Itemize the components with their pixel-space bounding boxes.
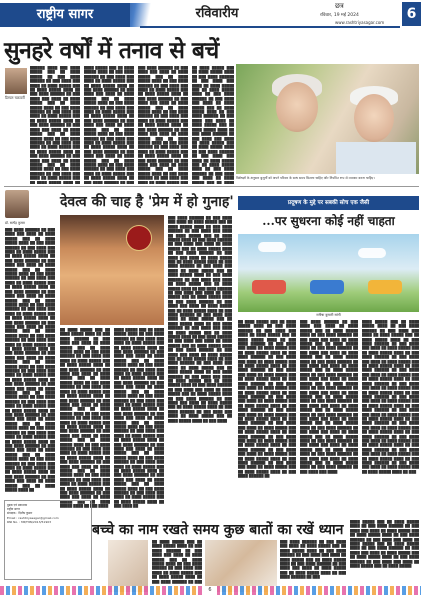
story4-body-col3: ████ █████ ███ ██ ████ █████ ████ ██ ███ ████ ██████ ██ ███ ████ ███ ████ ██ ████ █████ ███ ██ ████ █████ ████ ██ ███ ████ ██████ ██ ███ ████ ███ ████ ██ ████ █████ ███ ██ ████ █████ ████ ██ ███ ████ ██████ ██ ███ ████ ███ ████ ██ ████ █████ ███ ██ ████ █████ ████ ██ ███ ████ ██████ ██ ███ ████ ███ ████ ██ ████ █████ ███ ██ ████ █████ [350,520,419,569]
footer-page-number: 6 [203,586,217,595]
section-title: रविवारीय [195,6,239,21]
imprint-line[interactable]: Email : rashtriyasagar@gmail.com [7,515,59,520]
temple-statue-photo [60,215,164,325]
story1-caption: विशेषज्ञों के अनुसार बुजुर्गों को अपने परिवार के साथ समय बिताना चाहिए और नियमित रूप से व्यायाम करना चाहिए। [236,176,375,180]
story2-headline: देवत्व की चाह है 'प्रेम में हो गुनाह' [60,194,234,210]
story2-author-photo [5,190,29,218]
story1-body-col4: ██ ████ █████ ███ ██ ████ █████ ████ ██ ███ ████ ██████ ██ ███ ████ ███ ████ ██ ████ █████ ███ ██ ████ █████ ████ ██ ███ ████ ██████ ██ ███ ████ ███ ████ ██ ████ █████ ███ ██ ████ █████ ████ ██ ███ ████ ██████ ██ ███ ████ ███ ████ ██ ████ █████ ███ ██ ████ █████ ████ ██ ███ ████ ██████ ██ ███ ████ ███ ████ ██ ████ █████ ███ ██ ████ █████ ████ ██ ███ ████ ██████ ██ ███ ████ ███ ████ ██ ████ █████ ███ ██ ████ █████ ████ ██ ███ ████ ██████ ██ ███ ████ ███ ████ ██ ████ █████ ███ ██ ████ [192,66,234,184]
story2-body-col1: ███ ████ ██████ ██ ███ ████ ███ ████ ██ ████ █████ ███ ██ ████ █████ ████ ██ ███ ████ ██████ ██ ███ ████ ███ ████ ██ ████ █████ ███ ██ ████ █████ ████ ██ ███ ████ ██████ ██ ███ ████ ███ ████ ██ ████ █████ ███ ██ ████ █████ ████ ██ ███ ████ ██████ ██ ███ ████ ███ ████ ██ ████ █████ ███ ██ ████ █████ ████ ██ ███ ████ ██████ ██ ███ ████ ███ ████ ██ ████ █████ ███ ██ ████ █████ ████ ██ ███ ████ ██████ ██ ███ ████ ███ ████ ██ ████ █████ ███ ██ ████ █████ ████ ██ ███ ████ ██████ ██ ███ ████ ███ ████ ██ ████ █████ ███ ██ ████ █████ ████ ██ ███ ████ ██████ ██ ███ ████ ███ ████ ██ ████ █████ ███ ██ ████ █████ ████ ██ ███ ████ ██████ ██ ███ ████ ███ ████ ██ ████ █████ ███ ██ ████ █████ ████ ██ ███ ████ ██████ ██ ███ ████ ███ ████ ██ ████ █████ ███ ██ ████ █████ ████ ██ ███ ████ ██████ ██ ███ ████ ███ ████ ██ ████ █████ ███ ██ ████ █████ ████ ██ ███ ████ ██████ ██ ███ ████ ███ ████ ██ ████ █████ ███ ██ ████ █████ ████ ██ ███ ████ ██████ ██ ███ ████ ███ ████ ██ ████ █████ ███ ██ ████ █████ ████ ██ ███ ████ ██████ ██ ███ ████ ███ ████ ██ ████ █████ ███ ██ ████ █████ ████ ██ ███ ████ ██████ ██ ███ ████ ███ ████ ██ ████ █████ ███ ██ ████ █████ ████ ██ ███ ████ ██████ ██ ███ ████ ███ ████ ██ ████ █████ ███ ██ ████ █████ ████ ██ ███ ████ ██████ ██ ███ ████ ███ ████ ██ ████ █████ ███ ██ ████ █████ ████ ██ [5,228,55,492]
author-photo [5,68,27,94]
family-photo [108,540,148,592]
story3-headline: ...पर सुधरना कोई नहीं चाहता [262,214,395,228]
story4-body-col1: ██ ████ █████ ███ ██ ████ █████ ████ ██ ███ ████ ██████ ██ ███ ████ ███ ████ ██ ████ █████ ███ ██ ████ █████ ████ ██ ███ ████ ██████ ██ ███ ████ ███ ████ ██ ████ █████ ███ ██ ████ █████ ████ ██ ███ ████ ██████ ██ ███ [152,540,202,584]
story3-body-col2: ███ ████ ██████ ██ ███ ████ ███ ████ ██ ████ █████ ███ ██ ████ █████ ████ ██ ███ ████ ██████ ██ ███ ████ ███ ████ ██ ████ █████ ███ ██ ████ █████ ████ ██ ███ ████ ██████ ██ ███ ████ ███ ████ ██ ████ █████ ███ ██ ████ █████ ████ ██ ███ ████ ██████ ██ ███ ████ ███ ████ ██ ████ █████ ███ ██ ████ █████ ████ ██ ███ ████ ██████ ██ ███ ████ ███ ████ ██ ████ █████ ███ ██ ████ █████ ████ ██ ███ ████ ██████ ██ ███ ████ ███ ████ ██ ████ █████ ███ ██ ████ █████ ████ ██ ███ ████ ██████ ██ ███ ████ ███ ████ ██ ████ █████ ███ ██ ████ █████ ████ ██ ███ ████ ██████ ██ ███ ████ ███ ████ ██ ████ █████ ███ ██ ████ █████ ████ ██ ███ ████ ██████ ██ ███ ████ ███ ████ ██ ████ █████ ███ ██ ████ █████ ████ ██ ███ ████ ██████ ██ ███ ████ ███ ████ ██ ████ █████ ███ ██ ████ █████ ████ ██ ███ ████ ██████ ██ ███ ████ ███ ████ ██ ████ █████ ███ ██ ████ █████ ████ ██ ███ ████ ██████ ██ ███ ████ ███ ████ [300,320,358,474]
imprint-line: RNI No. : MP/HIN/2013/51903 [7,519,52,524]
story1-body-col1: ██████ ████ ███ ████ █████ ███ ██ ████ █████ ██ ███ ████ ██████ ██ ███ ████ ███ ████ ██ ████ █████ ███ ██ ████ █████ ████ ██ ███ ████ ██████ ██ ███ ████ ███ ████ ██ ████ █████ ███ ██ ████ █████ ████ ██ ███ ████ ██████ ██ ███ ████ ███ ████ ██ ████ █████ ███ ██ ████ █████ ████ ██ ███ ████ ██████ ██ ███ ████ ███ ████ ██ ████ █████ ███ ██ ████ █████ ████ ██ ███ ████ ██████ ██ ███ ████ ███ ████ ██ ████ █████ ███ ██ ████ █████ ████ ██ ███ ████ ██████ ██ ███ ████ ███ ████ ██ ████ █████ ███ ██ ████ █████ ████ ██ ███ ████ ██████ ██ ███ ████ ███ ████ ██ ████ █████ ███ ██ ████ █████ ████ ██ [30,66,80,184]
story3-body-col3: ████ █████ ███ ██ ████ █████ ████ ██ ███ ████ ██████ ██ ███ ████ ███ ████ ██ ████ █████ ███ ██ ████ █████ ████ ██ ███ ████ ██████ ██ ███ ████ ███ ████ ██ ████ █████ ███ ██ ████ █████ ████ ██ ███ ████ ██████ ██ ███ ████ ███ ████ ██ ████ █████ ███ ██ ████ █████ ████ ██ ███ ████ ██████ ██ ███ ████ ███ ████ ██ ████ █████ ███ ██ ████ █████ ████ ██ ███ ████ ██████ ██ ███ ████ ███ ████ ██ ████ █████ ███ ██ ████ █████ ████ ██ ███ ████ ██████ ██ ███ ████ ███ ████ ██ ████ █████ ███ ██ ████ █████ ████ ██ ███ ████ ██████ ██ ███ ████ ███ ████ ██ ████ █████ ███ ██ ████ █████ ████ ██ ███ ████ ██████ ██ ███ ████ ███ ████ ██ ████ █████ ███ ██ ████ █████ ████ ██ ███ ████ ██████ ██ ███ ████ ███ ████ ██ ████ █████ ███ ██ ████ █████ ████ ██ ███ ████ ██████ ██ ███ ████ ███ ████ ██ ████ █████ ███ ██ ████ █████ ████ ██ ███ ████ ██████ ██ ███ ████ ███ ████ ██ ████ █████ ███ ██ ████ █████ ████ ██ ███ [362,320,419,474]
story1-body-col2: ████ █████ ███ ██ ████ █████ ████ ██ ███ ████ ██████ ██ ███ ████ ███ ████ ██ ████ █████ ███ ██ ████ █████ ████ ██ ███ ████ ██████ ██ ███ ████ ███ ████ ██ ████ █████ ███ ██ ████ █████ ████ ██ ███ ████ ██████ ██ ███ ████ ███ ████ ██ ████ █████ ███ ██ ████ █████ ████ ██ ███ ████ ██████ ██ ███ ████ ███ ████ ██ ████ █████ ███ ██ ████ █████ ████ ██ ███ ████ ██████ ██ ███ ████ ███ ████ ██ ████ █████ ███ ██ ████ █████ ████ ██ ███ ████ ██████ ██ ███ ████ ███ ████ ██ ████ █████ ███ ██ ████ █████ ████ ██ ███ ████ ██████ ██ ███ ████ ███ ████ ██ ████ █████ ███ ██ ████ █████ ████ ██ ███ ████ ██████ ██ ███ [84,66,134,184]
story3-byline: मनीषा कुमारी सांगी [316,313,341,317]
story1-body-col3: ███ ████ ██████ ██ ███ ████ ███ ████ ██ ████ █████ ███ ██ ████ █████ ████ ██ ███ ████ ██████ ██ ███ ████ ███ ████ ██ ████ █████ ███ ██ ████ █████ ████ ██ ███ ████ ██████ ██ ███ ████ ███ ████ ██ ████ █████ ███ ██ ████ █████ ████ ██ ███ ████ ██████ ██ ███ ████ ███ ████ ██ ████ █████ ███ ██ ████ █████ ████ ██ ███ ████ ██████ ██ ███ ████ ███ ████ ██ ████ █████ ███ ██ ████ █████ ████ ██ ███ ████ ██████ ██ ███ ████ ███ ████ ██ ████ █████ ███ ██ ████ █████ ████ ██ ███ ████ ██████ ██ ███ ████ ███ ████ ██ ████ █████ ███ ██ ████ █████ ████ ██ ███ ████ ██████ ██ ███ ████ ███ ████ ██ ████ █████ ███ [138,66,188,184]
edition-city: छत्र [335,2,344,10]
story4-body-col2: ███ ████ ██████ ██ ███ ████ ███ ████ ██ ████ █████ ███ ██ ████ █████ ████ ██ ███ ████ ██████ ██ ███ ████ ███ ████ ██ ████ █████ ███ ██ ████ █████ ████ ██ ███ ████ ██████ ██ ███ ████ ███ ████ ██ ████ █████ ███ ██ ████ █████ ████ ██ ███ ████ ██████ ██ ███ [280,540,346,580]
story1-author: डिम्पल चक्रवर्ती [5,96,25,100]
emblem-icon [126,225,152,251]
story2-body-col2: ██ ████ █████ ███ ██ ████ █████ ████ ██ ███ ████ ██████ ██ ███ ████ ███ ████ ██ ████ █████ ███ ██ ████ █████ ████ ██ ███ ████ ██████ ██ ███ ████ ███ ████ ██ ████ █████ ███ ██ ████ █████ ████ ██ ███ ████ ██████ ██ ███ ████ ███ ████ ██ ████ █████ ███ ██ ████ █████ ████ ██ ███ ████ ██████ ██ ███ ████ ███ ████ ██ ████ █████ ███ ██ ████ █████ ████ ██ ███ ████ ██████ ██ ███ ████ ███ ████ ██ ████ █████ ███ ██ ████ █████ ████ ██ ███ ████ ██████ ██ ███ ████ ███ ████ ██ ████ █████ ███ ██ ████ █████ ████ ██ ███ ████ ██████ ██ ███ ████ ███ ████ ██ ████ █████ ███ ██ ████ █████ ████ ██ ███ ████ ██████ ██ ███ ████ ███ ████ ██ ████ █████ ███ ██ ████ █████ ████ ██ ███ ████ ██████ ██ ███ ████ ███ ████ ██ ████ █████ ███ ██ ████ █████ ████ ██ ███ ████ ██████ ██ ███ ████ ███ ████ ██ ████ █████ ███ ██ ████ █████ ████ ██ ███ ████ ██████ ██ ███ ████ ███ ████ ██ ████ █████ ███ ██ ████ █████ ████ ██ ███ ████ [60,328,110,509]
imprint-line: संपादक : दिलीप कुमार [7,511,33,516]
page-number-badge: 6 [402,2,421,26]
imprint-line: मुद्रक एवं प्रकाशक [7,503,28,507]
story3-body-col1: ██ ████ █████ ███ ██ ████ █████ ████ ██ ███ ████ ██████ ██ ███ ████ ███ ████ ██ ████ █████ ███ ██ ████ █████ ████ ██ ███ ████ ██████ ██ ███ ████ ███ ████ ██ ████ █████ ███ ██ ████ █████ ████ ██ ███ ████ ██████ ██ ███ ████ ███ ████ ██ ████ █████ ███ ██ ████ █████ ████ ██ ███ ████ ██████ ██ ███ ████ ███ ████ ██ ████ █████ ███ ██ ████ █████ ████ ██ ███ ████ ██████ ██ ███ ████ ███ ████ ██ ████ █████ ███ ██ ████ █████ ████ ██ ███ ████ ██████ ██ ███ ████ ███ ████ ██ ████ █████ ███ ██ ████ █████ ████ ██ ███ ████ ██████ ██ ███ ████ ███ ████ ██ ████ █████ ███ ██ ████ █████ ████ ██ ███ ████ ██████ ██ ███ ████ ███ ████ ██ ████ █████ ███ ██ ████ █████ ████ ██ ███ ████ ██████ ██ ███ ████ ███ ████ ██ ████ █████ ███ ██ ████ █████ ████ ██ ███ ████ ██████ ██ ███ ████ ███ ████ ██ ████ █████ ███ ██ ████ █████ ████ ██ ███ ████ ██████ ██ ███ ████ ███ ████ ██ ████ █████ ███ ██ ████ █████ ████ ██ ███ ████ ██████ ██ [238,320,296,479]
edition-date: रविवार, 19 मई 2024 [320,13,359,18]
imprint-line: राष्ट्रीय सागर [7,507,20,512]
masthead: राष्ट्रीय सागर [0,3,130,27]
story2-body-col4: ███ ████ ██████ ██ ███ ████ ███ ████ ██ ████ █████ ███ ██ ████ █████ ████ ██ ███ ████ ██████ ██ ███ ████ ███ ████ ██ ████ █████ ███ ██ ████ █████ ████ ██ ███ ████ ██████ ██ ███ ████ ███ ████ ██ ████ █████ ███ ██ ████ █████ ████ ██ ███ ████ ██████ ██ ███ ████ ███ ████ ██ ████ █████ ███ ██ ████ █████ ████ ██ ███ ████ ██████ ██ ███ ████ ███ ████ ██ ████ █████ ███ ██ ████ █████ ████ ██ ███ ████ ██████ ██ ███ ████ ███ ████ ██ ████ █████ ███ ██ ████ █████ ████ ██ ███ ████ ██████ ██ ███ ████ ███ ████ ██ ████ █████ ███ ██ ████ █████ ████ ██ ███ ████ ██████ ██ ███ ████ ███ ████ ██ ████ █████ ███ ██ ████ █████ ████ ██ ███ ████ ██████ ██ ███ ████ ███ ████ ██ ████ █████ ███ ██ ████ █████ ████ ██ ███ ████ ██████ ██ ███ ████ ███ ████ ██ ████ █████ ███ ██ ████ █████ ████ ██ ███ ████ ██████ ██ ███ ████ ███ ████ ██ ████ █████ ███ ██ ████ █████ ████ ██ ███ ████ ██████ ██ ███ ████ ███ ████ ██ ████ █████ ███ ██ ████ █████ ████ ██ ███ ████ ██████ ██ ███ ████ ███ ████ ██ ████ █████ ███ ██ ████ █████ ████ ██ ███ ████ ██████ ██ ███ ████ ███ ████ ██ ████ █████ ███ ██ ████ █████ ████ ██ ███ ████ ██████ ██ ███ ████ ███ ████ ██ ████ █████ ███ ██ ████ █████ ████ ██ ███ ████ ██████ ██ ███ ████ ███ ████ ██ ████ █████ ███ ██ ████ █████ ████ ██ ███ ████ ██████ ██ ███ ████ ███ ████ ██ ████ █████ ███ ██ ████ █████ ████ ██ ███ ████ [168,216,232,423]
website-url[interactable]: www.rashtriyasagar.com [335,20,385,25]
story4-headline: बच्चे का नाम रखते समय कुछ बातों का रखें ध्यान [92,522,344,538]
baby-photo [205,540,277,592]
story2-author: डॉ. सत्येंद्र कुमार [5,221,25,225]
elderly-couple-photo [236,64,419,174]
header-rule [140,26,400,28]
story1-headline: सुनहरे वर्षों में तनाव से बचें [4,37,219,64]
imprint-box [4,500,92,580]
story3-banner: प्रदूषण के मुद्दे पर सबकी सोच एक जैसी [238,196,419,210]
section-divider [4,186,419,187]
story2-body-col3: ████ █████ ███ ██ ████ █████ ████ ██ ███ ████ ██████ ██ ███ ████ ███ ████ ██ ████ █████ ███ ██ ████ █████ ████ ██ ███ ████ ██████ ██ ███ ████ ███ ████ ██ ████ █████ ███ ██ ████ █████ ████ ██ ███ ████ ██████ ██ ███ ████ ███ ████ ██ ████ █████ ███ ██ ████ █████ ████ ██ ███ ████ ██████ ██ ███ ████ ███ ████ ██ ████ █████ ███ ██ ████ █████ ████ ██ ███ ████ ██████ ██ ███ ████ ███ ████ ██ ████ █████ ███ ██ ████ █████ ████ ██ ███ ████ ██████ ██ ███ ████ ███ ████ ██ ████ █████ ███ ██ ████ █████ ████ ██ ███ ████ ██████ ██ ███ ████ ███ ████ ██ ████ █████ ███ ██ ████ █████ ████ ██ ███ ████ ██████ ██ ███ ████ ███ ████ ██ ████ █████ ███ ██ ████ █████ ████ ██ ███ ████ ██████ ██ ███ ████ ███ ████ ██ ████ █████ ███ ██ ████ █████ ████ ██ ███ ████ ██████ ██ ███ ████ ███ ████ ██ ████ █████ ███ ██ ████ █████ ████ ██ ███ ████ ██████ ██ ███ ████ ███ ████ ██ ████ █████ ███ ██ ████ █████ ████ ██ ███ ████ ██ [114,328,164,509]
pollution-illustration [238,234,419,312]
